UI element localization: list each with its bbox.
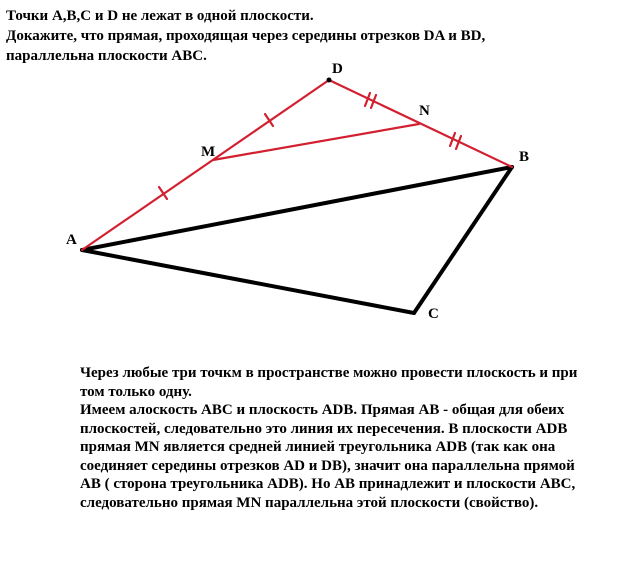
label-n: N xyxy=(419,103,430,119)
label-m: M xyxy=(201,144,216,160)
solution-line-5: прямая MN является средней линией треугольника ADB (так как она xyxy=(80,439,556,455)
solution-line-2: том только одну. xyxy=(80,383,192,400)
segment-ab xyxy=(82,167,512,250)
solution-line-3: Имеем алоскость ABC и плоскость ADB. Прямая AB - общая для обеих xyxy=(80,402,565,418)
segment-mn xyxy=(213,124,419,160)
solution-text xyxy=(80,364,615,512)
solution-line-1: Через любые три точкм в пространстве можно провести плоскость и при xyxy=(80,365,578,381)
triangle-adb xyxy=(82,80,512,250)
solution-line-7: AB ( сторона треугольника ADB). Но AB принадлежит и плоскости ABC, xyxy=(80,476,576,492)
label-c: C xyxy=(428,306,439,322)
point-d-dot xyxy=(327,78,332,83)
solution-line-6: соединяет середины отрезков AD и DB), значит она параллельна прямой xyxy=(80,457,575,474)
label-b: B xyxy=(519,149,530,165)
solution-line-8: следовательно прямая MN параллельна этой плоскости (свойство). xyxy=(80,494,539,511)
segment-ca xyxy=(82,250,414,313)
label-a: A xyxy=(66,232,77,248)
problem-line-3: параллельна плоскости ABC. xyxy=(6,48,207,64)
segment-bc xyxy=(414,167,512,313)
label-d: D xyxy=(332,61,343,77)
problem-line-1: Точки A,B,C и D не лежат в одной плоскости. xyxy=(6,8,314,24)
triangle-abc xyxy=(82,167,512,313)
segment-db xyxy=(329,80,512,167)
problem-line-2: Докажите, что прямая, проходящая через середины отрезков DA и BD, xyxy=(6,28,486,44)
solution-line-4: плоскостей, следовательно это линия их пересечения. В плоскости ADB xyxy=(80,420,568,437)
